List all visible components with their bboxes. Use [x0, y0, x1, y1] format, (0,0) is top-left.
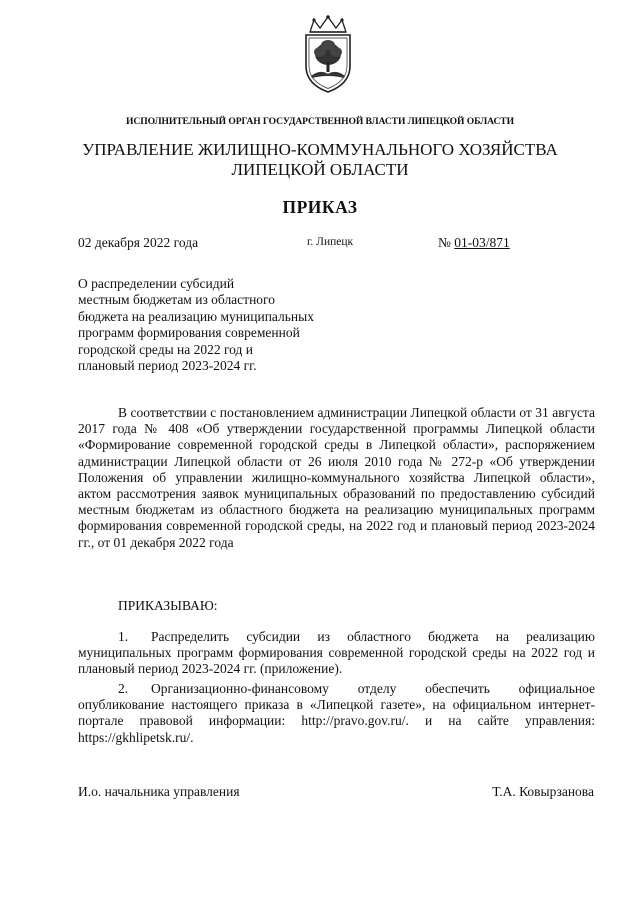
signatory-position: И.о. начальника управления	[78, 784, 240, 799]
subject-line: бюджета на реализацию муниципальных	[78, 308, 314, 324]
item-text: Распределить субсидии из областного бюджета на реализацию муниципальных программ формирования современной городской среды на 2022 год и плановый период 2023-2024 гг. (приложение).	[78, 629, 595, 677]
department-name-line1: УПРАВЛЕНИЕ ЖИЛИЩНО-КОММУНАЛЬНОГО ХОЗЯЙСТВА	[82, 140, 558, 159]
department-name	[0, 140, 640, 180]
subject-line: О распределении субсидий	[78, 276, 235, 291]
document-city: г. Липецк	[307, 236, 354, 248]
document-number	[438, 235, 510, 251]
order-word: ПРИКАЗЫВАЮ:	[118, 598, 218, 613]
document-type: ПРИКАЗ	[282, 197, 358, 217]
subject-line: городской среды на 2022 год и	[78, 341, 254, 357]
document-subject	[78, 276, 368, 374]
order-item	[78, 629, 595, 678]
department-name-line2: ЛИПЕЦКОЙ ОБЛАСТИ	[231, 160, 409, 179]
item-text: Организационно-финансовому отделу обеспечить официальное опубликование настоящего приказа в «Липецкой газете», на официальном интернет-портале правовой информации: http://pravo.gov.ru/. и на сайте управления: https://gkhlipetsk.ru/.	[78, 681, 595, 745]
item-number: 1.	[118, 629, 129, 644]
document-date: 02 декабря 2022 года	[78, 235, 199, 250]
number-value: 01-03/871	[454, 235, 510, 250]
preamble-paragraph: В соответствии с постановлением администрации Липецкой области от 31 августа 2017 года № 408 «Об утверждении государственной программы Липецкой области «Формирование современной городской среды в Липецкой области», распоряжением администрации Липецкой области от 26 июля 2010 года № 272-р «Об утверждении Положения об управлении жилищно-коммунального хозяйства Липецкой области», актом рассмотрения заявок муниципальных образований по предоставлению субсидий местным бюджетам из областного бюджета на реализацию муниципальных программ формирования современной городской среды, на 2022 год и плановый период 2023-2024 гг., от 01 декабря 2022 года	[78, 405, 595, 550]
coat-of-arms-icon	[296, 14, 360, 94]
subject-line: программ формирования современной	[78, 325, 300, 341]
item-number: 2.	[118, 681, 129, 696]
organization-name: ИСПОЛНИТЕЛЬНЫЙ ОРГАН ГОСУДАРСТВЕННОЙ ВЛАСТИ ЛИПЕЦКОЙ ОБЛАСТИ	[126, 116, 514, 127]
subject-line: местным бюджетам из областного	[78, 292, 275, 308]
signatory-name: Т.А. Ковырзанова	[492, 784, 594, 799]
order-item	[78, 681, 595, 746]
number-prefix: №	[438, 235, 455, 250]
subject-line: плановый период 2023-2024 гг.	[78, 358, 257, 374]
